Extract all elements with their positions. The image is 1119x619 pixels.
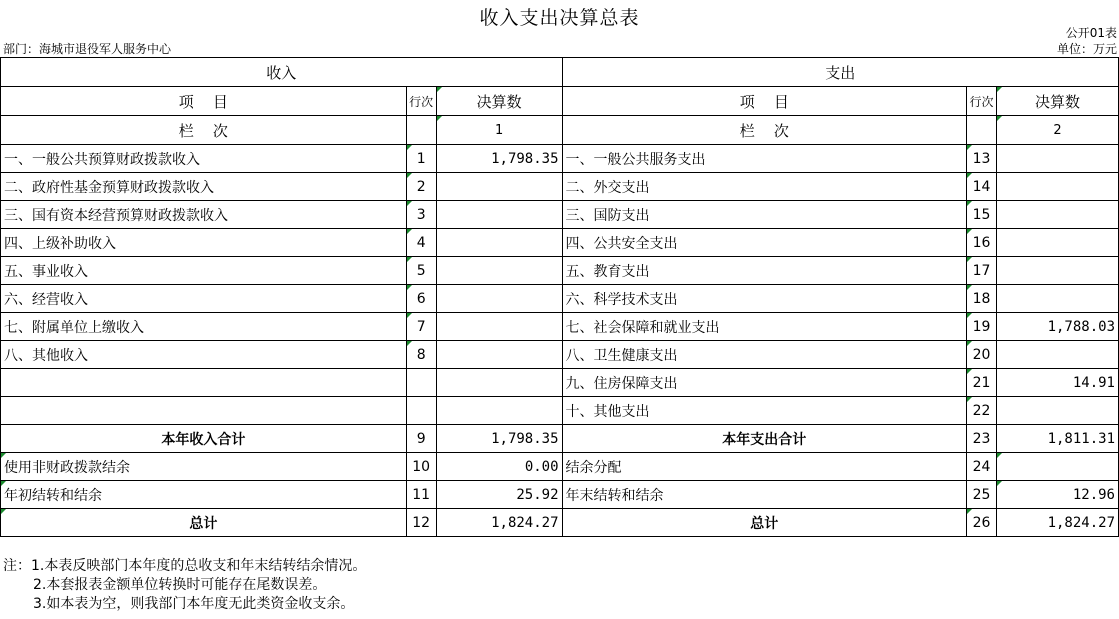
income-subtotal-amount: 1,798.35: [436, 425, 562, 453]
income-item: [1, 397, 407, 425]
expense-item: 十、其他支出: [562, 397, 967, 425]
income-item-header: 项 目: [1, 87, 407, 116]
income-line-number: 6: [406, 285, 436, 313]
expense-line-number: 17: [967, 257, 997, 285]
expense-item: 七、社会保障和就业支出: [562, 313, 967, 341]
income-line-number: 7: [406, 313, 436, 341]
income-expense-table: [0, 57, 1119, 537]
expense-amount: 14.91: [997, 369, 1119, 397]
expense-line-number: 14: [967, 173, 997, 201]
table-row: [1, 285, 1119, 313]
income-total-amount: 1,824.27: [436, 509, 562, 537]
income-item: 一、一般公共预算财政拨款收入: [1, 145, 407, 173]
expense-total-label: 总计: [562, 509, 967, 537]
expense-item-header: 项 目: [562, 87, 967, 116]
footnote-1: 注：1.本表反映部门本年度的总收支和年末结转结余情况。: [3, 558, 367, 574]
expense-amount: [997, 145, 1119, 173]
table-row: [1, 229, 1119, 257]
income-line-header: 行次: [406, 87, 436, 116]
expense-line-number: 15: [967, 201, 997, 229]
footnotes: [3, 557, 366, 614]
table-row: [1, 145, 1119, 173]
income-total-label: 总计: [1, 509, 407, 537]
expense-line-number: 24: [967, 453, 997, 481]
table-row: [1, 369, 1119, 397]
expense-item: 五、教育支出: [562, 257, 967, 285]
expense-item: 四、公共安全支出: [562, 229, 967, 257]
expense-item: 九、住房保障支出: [562, 369, 967, 397]
income-item: 二、政府性基金预算财政拨款收入: [1, 173, 407, 201]
expense-amount: [997, 453, 1119, 481]
subtotal-row: [1, 425, 1119, 453]
expense-item: 结余分配: [562, 453, 967, 481]
expense-item: 一、一般公共服务支出: [562, 145, 967, 173]
income-line-number: 3: [406, 201, 436, 229]
income-item: 八、其他收入: [1, 341, 407, 369]
unit-label: 单位：万元: [1056, 42, 1117, 56]
expense-item: 年末结转和结余: [562, 481, 967, 509]
report-title: 收入支出决算总表: [479, 7, 640, 29]
expense-line-number: 20: [967, 341, 997, 369]
income-amount: [436, 341, 562, 369]
income-amount: [436, 369, 562, 397]
expense-amount-header: 决算数: [997, 87, 1119, 116]
income-line-number: 1: [406, 145, 436, 173]
table-row: [1, 453, 1119, 481]
income-amount: [436, 285, 562, 313]
income-column-label: 栏 次: [1, 116, 407, 145]
income-amount: [436, 397, 562, 425]
income-subtotal-label: 本年收入合计: [1, 425, 407, 453]
table-row: [1, 481, 1119, 509]
expense-amount: [997, 173, 1119, 201]
income-item: 四、上级补助收入: [1, 229, 407, 257]
income-line-number: 4: [406, 229, 436, 257]
expense-amount: [997, 285, 1119, 313]
expense-line-number: 22: [967, 397, 997, 425]
income-item: [1, 369, 407, 397]
column-header-row: [1, 87, 1119, 116]
table-row: [1, 201, 1119, 229]
income-line-number: 12: [406, 509, 436, 537]
income-line-number: 2: [406, 173, 436, 201]
income-amount: [436, 229, 562, 257]
expense-amount: [997, 201, 1119, 229]
expense-section-header: 支出: [562, 58, 1118, 87]
expense-line-number: 23: [967, 425, 997, 453]
expense-line-number: 26: [967, 509, 997, 537]
expense-line-number: 18: [967, 285, 997, 313]
income-column-index: 1: [436, 116, 562, 145]
income-amount-header: 决算数: [436, 87, 562, 116]
expense-line-number: 16: [967, 229, 997, 257]
income-line-number: 8: [406, 341, 436, 369]
table-row: [1, 257, 1119, 285]
expense-line-number: 19: [967, 313, 997, 341]
income-amount: 25.92: [436, 481, 562, 509]
income-amount: [436, 173, 562, 201]
expense-line-number: 13: [967, 145, 997, 173]
grand-total-row: [1, 509, 1119, 537]
income-amount: [436, 257, 562, 285]
department-label: 部门：海城市退役军人服务中心: [3, 42, 172, 56]
table-row: [1, 173, 1119, 201]
expense-amount: [997, 397, 1119, 425]
expense-subtotal-label: 本年支出合计: [562, 425, 967, 453]
table-row: [1, 341, 1119, 369]
income-line-number: [406, 397, 436, 425]
expense-item: 八、卫生健康支出: [562, 341, 967, 369]
section-header-row: [1, 58, 1119, 87]
expense-item: 六、科学技术支出: [562, 285, 967, 313]
expense-amount: 1,788.03: [997, 313, 1119, 341]
expense-column-line-blank: [967, 116, 997, 145]
income-item: 七、附属单位上缴收入: [1, 313, 407, 341]
expense-amount: [997, 229, 1119, 257]
expense-subtotal-amount: 1,811.31: [997, 425, 1119, 453]
expense-item: 三、国防支出: [562, 201, 967, 229]
table-row: [1, 397, 1119, 425]
expense-total-amount: 1,824.27: [997, 509, 1119, 537]
income-line-number: 10: [406, 453, 436, 481]
expense-amount: [997, 257, 1119, 285]
footnote-2: 2.本套报表金额单位转换时可能存在尾数误差。: [33, 577, 327, 593]
expense-line-header: 行次: [967, 87, 997, 116]
income-item: 六、经营收入: [1, 285, 407, 313]
income-column-line-blank: [406, 116, 436, 145]
income-amount: 0.00: [436, 453, 562, 481]
expense-column-label: 栏 次: [562, 116, 967, 145]
income-item: 三、国有资本经营预算财政拨款收入: [1, 201, 407, 229]
income-item: 使用非财政拨款结余: [1, 453, 407, 481]
income-item: 五、事业收入: [1, 257, 407, 285]
table-row: [1, 313, 1119, 341]
income-amount: 1,798.35: [436, 145, 562, 173]
income-section-header: 收入: [1, 58, 563, 87]
income-line-number: [406, 369, 436, 397]
income-line-number: 5: [406, 257, 436, 285]
footnote-3: 3.如本表为空，则我部门本年度无此类资金收支余。: [33, 596, 355, 612]
income-item: 年初结转和结余: [1, 481, 407, 509]
income-line-number: 11: [406, 481, 436, 509]
income-line-number: 9: [406, 425, 436, 453]
form-number: 公开01表: [1065, 26, 1117, 40]
expense-amount: 12.96: [997, 481, 1119, 509]
expense-line-number: 25: [967, 481, 997, 509]
expense-amount: [997, 341, 1119, 369]
income-amount: [436, 313, 562, 341]
expense-column-index: 2: [997, 116, 1119, 145]
column-index-row: [1, 116, 1119, 145]
income-amount: [436, 201, 562, 229]
expense-line-number: 21: [967, 369, 997, 397]
expense-item: 二、外交支出: [562, 173, 967, 201]
